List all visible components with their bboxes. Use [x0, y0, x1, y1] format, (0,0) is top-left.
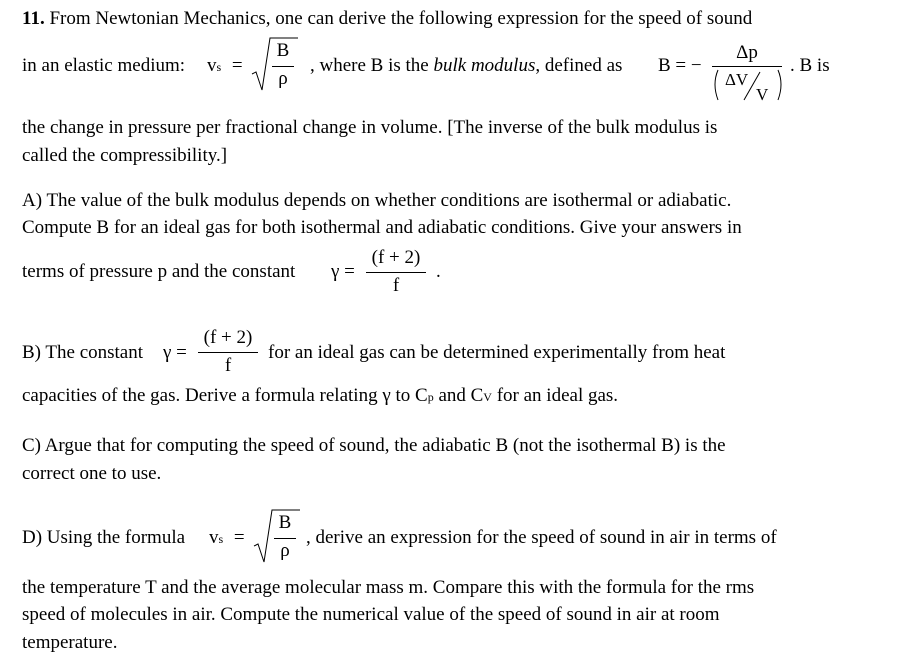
problem-number: 11.	[22, 8, 45, 29]
gamma-den-b: f	[224, 355, 232, 376]
frac-b-num-1: B	[276, 40, 290, 61]
gamma-lhs-a: γ =	[331, 261, 355, 282]
bulk-def-lhs: B = −	[658, 55, 702, 76]
intro-text-2d: . B is	[790, 55, 830, 76]
part-d-line-2: the temperature T and the average molecular mass m. Compare this with the formula for the rms	[22, 577, 755, 598]
part-c-line-1: C) Argue that for computing the speed of sound, the adiabatic B (not the isothermal B) is the	[22, 435, 726, 456]
bulk-modulus-term: bulk modulus	[433, 55, 536, 76]
part-a-line-3-end: .	[436, 261, 441, 282]
part-a-line-2: Compute B for an ideal gas for both isothermal and adiabatic conditions. Give your answers in	[22, 217, 742, 238]
intro-text-4: called the compressibility.]	[22, 145, 228, 166]
part-d-line-1b: , derive an expression for the speed of sound in air in terms of	[306, 527, 777, 548]
gamma-num-a: (f + 2)	[371, 247, 421, 268]
part-d-line-4: temperature.	[22, 632, 118, 653]
gamma-bar-a	[366, 272, 426, 273]
bulk-def-delta-v: ΔV	[725, 70, 749, 89]
part-a-line-1: A) The value of the bulk modulus depends on whether conditions are isothermal or adiabatic.	[22, 190, 732, 211]
part-b-line-2: capacities of the gas. Derive a formula relating γ to Cp and CV for an ideal gas.	[22, 385, 619, 406]
frac-b-num-2: B	[278, 512, 292, 533]
part-b-line-1b: for an ideal gas can be determined experimentally from heat	[268, 342, 726, 363]
speed-formula-lhs-2: vs =	[209, 527, 245, 548]
gamma-bar-b	[198, 352, 258, 353]
bulk-def-num: Δp	[736, 42, 758, 63]
part-b-line-1a: B) The constant	[22, 342, 144, 363]
intro-text-2b: , where B is the bulk modulus, defined as	[310, 55, 623, 76]
intro-line-1	[22, 8, 752, 30]
part-d-line-1a: D) Using the formula	[22, 527, 186, 548]
part-c-line-2: correct one to use.	[22, 463, 162, 484]
gamma-den-a: f	[392, 275, 400, 296]
speed-formula-lhs: vs =	[207, 55, 243, 76]
intro-text-3: the change in pressure per fractional change in volume. [The inverse of the bulk modulus is	[22, 117, 718, 138]
frac-bar-2	[274, 538, 296, 539]
frac-rho-den-1: ρ	[278, 68, 288, 89]
intro-text-1: From Newtonian Mechanics, one can derive the following expression for the speed of sound	[49, 8, 753, 29]
intro-text-2a: in an elastic medium:	[22, 55, 186, 76]
gamma-num-b: (f + 2)	[203, 327, 253, 348]
frac-rho-den-2: ρ	[280, 540, 290, 561]
bulk-def-v: V	[756, 85, 769, 104]
part-d-line-3: speed of molecules in air. Compute the numerical value of the speed of sound in air at room	[22, 604, 720, 625]
gamma-lhs-b: γ =	[163, 342, 187, 363]
frac-bar-1	[272, 66, 294, 67]
part-a-line-3: terms of pressure p and the constant	[22, 261, 296, 282]
